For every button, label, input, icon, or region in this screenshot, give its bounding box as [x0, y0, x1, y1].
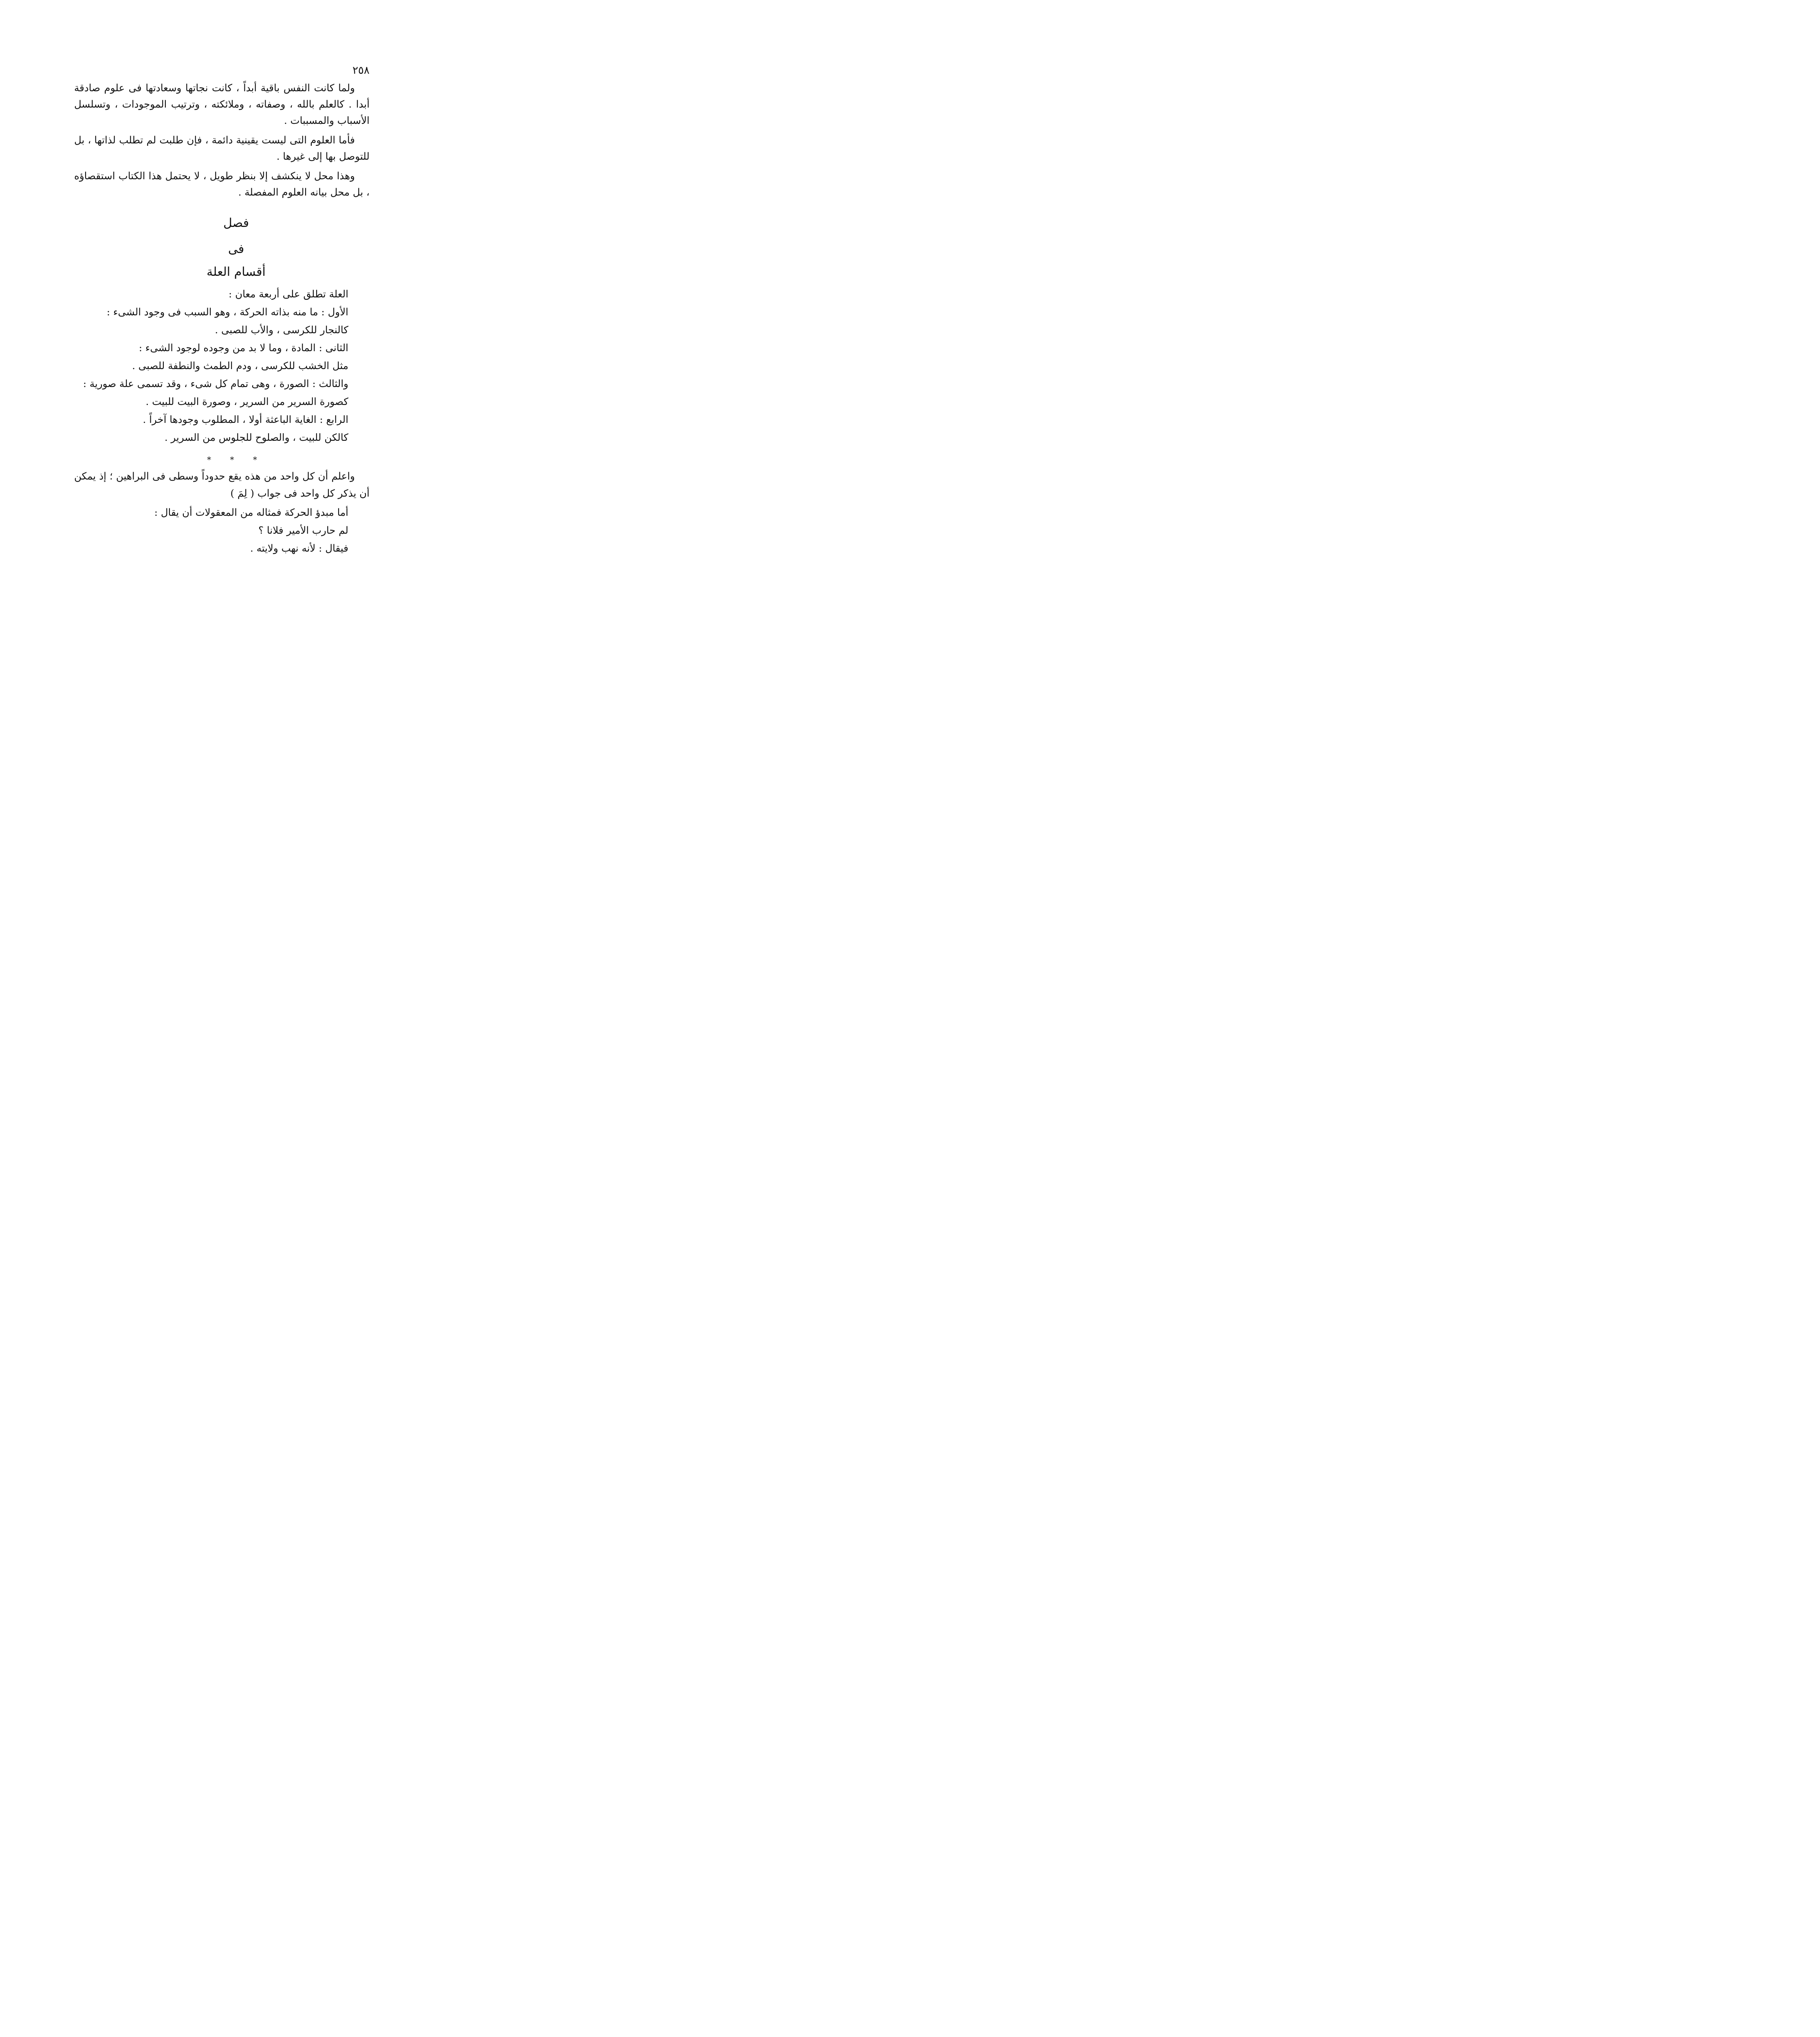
list-line: فيقال : لأنه نهب ولايته . [250, 542, 348, 554]
page-number: ٢٥٨ [352, 64, 370, 77]
list-line: كالكن للبيت ، والصلوح للجلوس من السرير . [164, 431, 348, 443]
section-heading-in: فى [228, 242, 244, 256]
paragraph-soul-knowledge: ولما كانت النفس باقية أبداً ، كانت نجاتها وسعادتها فى علوم صادقة أبدا . كالعلم بالله ، وصفاته ، وملائكته ، وترتيب الموجودات ، وتسلسل الأسباب والمسببات . [74, 82, 370, 126]
book-page [0, 0, 455, 642]
list-line: لم حارب الأمير فلانا ؟ [258, 524, 348, 536]
list-line: كصورة السرير من السرير ، وصورة البيت للبيت . [145, 396, 348, 407]
list-line: الأول : ما منه بذاته الحركة ، وهو السبب فى وجود الشىء : [106, 306, 348, 318]
intro-section [74, 80, 370, 204]
list-line: كالنجار للكرسى ، والأب للصبى . [215, 324, 348, 336]
causes-list [63, 285, 348, 447]
list-line: أما مبدؤ الحركة فمثاله من المعقولات أن يقال : [154, 506, 348, 518]
closing-lines [63, 504, 348, 557]
list-line: العلة تطلق على أربعة معان : [229, 288, 348, 300]
list-line: الرابع : الغاية الباعثة أولا ، المطلوب وجودها آخراً . [143, 414, 348, 425]
section-separator: * * * [207, 455, 265, 464]
list-line: والثالث : الصورة ، وهى تمام كل شىء ، وقد تسمى علة صورية : [83, 378, 348, 389]
list-line: مثل الخشب للكرسى ، ودم الطمث والنطفة للصبى . [132, 360, 348, 372]
paragraph-non-certain-sciences: فأما العلوم التى ليست يقينية دائمة ، فإن طلبت لم تطلب لذاتها ، بل للتوصل بها إلى غيرها . [74, 134, 370, 162]
list-line: الثانى : المادة ، وما لا بد من وجوده لوجود الشىء : [139, 342, 348, 354]
paragraph-detailed-sciences: وهذا محل لا ينكشف إلا بنظر طويل ، لا يحتمل هذا الكتاب استقصاؤه ، بل محل بيانه العلوم المفصلة . [74, 170, 370, 198]
closing-section [74, 468, 370, 502]
paragraph-middle-terms: واعلم أن كل واحد من هذه يقع حدوداً وسطى فى البراهين ؛ إذ يمكن أن يذكر كل واحد فى جواب ( لِمَ ) [74, 470, 370, 499]
section-heading-chapter: فصل [223, 216, 249, 230]
section-heading-title: أقسام العلة [207, 265, 266, 279]
